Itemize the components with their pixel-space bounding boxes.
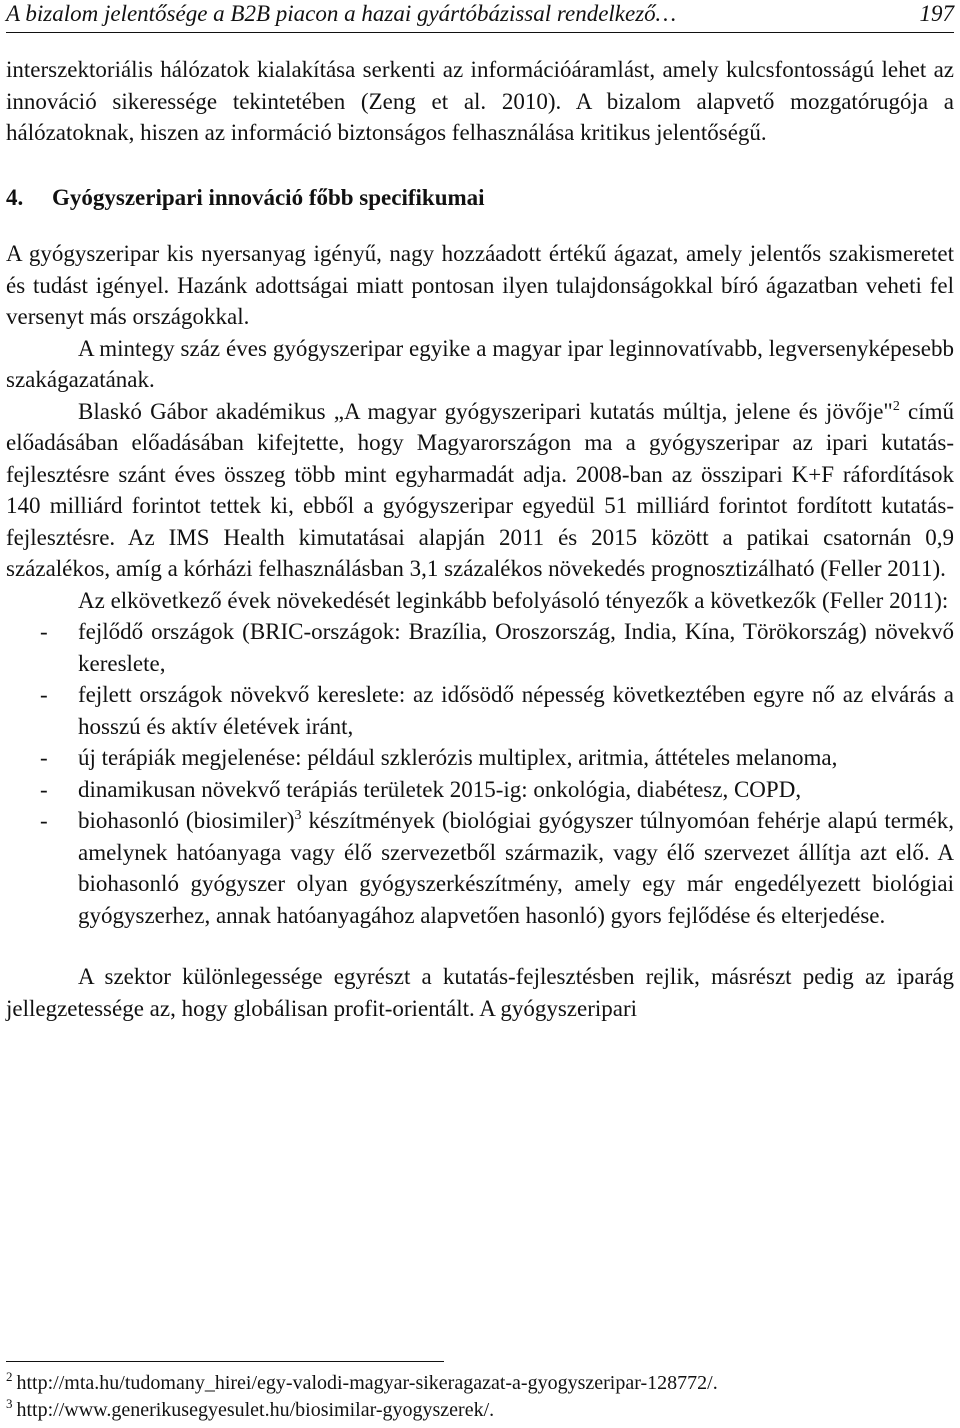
- paragraph-text: című előadásában előadásában kifejtette, hogy Magyarországon ma a gyógyszeripar az ipari kutatás-fejlesztésre szánt éves összeg több mint egyharmadát adja. 2008-ban az összipari K+F ráfordítások 140 milliárd forintot tettek ki, ebből a gyógyszeripar egyedül 51 milliárd forintot fordított kutatás-fejlesztésre. Az IMS Health kimutatásai alapján 2011 és 2015 között a patikai csatornán 0,9 százalékos, amíg a kórházi felhasználásban 3,1 százalékos növekedés prognosztizálható (Feller 2011).: [6, 398, 954, 581]
- list-item-text: új terápiák megjelenése: például szklerózis multiplex, aritmia, áttételes melanoma,: [78, 745, 838, 770]
- factor-list: [6, 616, 954, 931]
- list-item: [6, 616, 954, 679]
- list-dash: -: [40, 619, 48, 644]
- paragraph: A szektor különlegessége egyrészt a kutatás-fejlesztésben rejlik, másrészt pedig az iparág jellegzetessége az, hogy globálisan profit-orientált. A gyógyszeripari: [6, 964, 954, 1021]
- footnotes: [6, 1370, 954, 1424]
- list-item-text: fejlett országok növekvő kereslete: az idősödő népesség következtében egyre nő az elvárás a hosszú és aktív életévek iránt,: [78, 682, 954, 739]
- section-title: Gyógyszeripari innováció főbb specifikumai: [52, 184, 485, 210]
- footnote-link[interactable]: http://mta.hu/tudomany_hirei/egy-valodi-magyar-sikeragazat-a-gyogyszeripar-128772/.: [16, 1372, 718, 1394]
- list-item-text: készítmények (biológiai gyógyszer túlnyomóan fehérje alapú termék, amelynek hatóanyaga vagy élő szervezetből származik, vagy élő szervezet állítja azt elő. A biohasonló gyógyszer olyan gyógyszerkészítmény, amely egy már engedélyezett biológiai gyógyszerhez, annak hatóanyagához alapvetően hasonló) gyors fejlődése és elterjedése.: [78, 808, 954, 928]
- list-dash: -: [40, 776, 48, 802]
- list-item: [6, 742, 954, 774]
- list-item-text: biohasonló (biosimiler): [78, 808, 295, 833]
- section-number: 4.: [6, 184, 24, 210]
- running-header: [6, 0, 954, 33]
- footnote-ref: 3: [294, 808, 302, 823]
- list-item: [6, 805, 954, 931]
- paragraph-text: Blaskó Gábor akadémikus „A magyar gyógyszeripari kutatás múltja, jelene és jövője": [78, 398, 893, 424]
- list-dash: -: [40, 808, 48, 833]
- paragraph: A gyógyszeripar kis nyersanyag igényű, nagy hozzáadott értékű ágazat, amely jelentős szakismeretet és tudást igényel. Hazánk adottságai miatt pontosan ilyen tulajdonságokkal bíró ágazatban veheti fel versenyt más országokkal.: [6, 241, 954, 329]
- list-dash: -: [40, 682, 48, 707]
- paragraph: Az elkövetkező évek növekedését leginkább befolyásoló tényezők a következők (Feller 2011):: [78, 587, 949, 613]
- footnote-mark: 2: [6, 1369, 13, 1384]
- footnote-link[interactable]: http://www.generikusegyesulet.hu/biosimilar-gyogyszerek/.: [16, 1399, 495, 1421]
- list-item: [6, 774, 954, 806]
- footnote-ref: 2: [892, 398, 900, 414]
- list-item-text: dinamikusan növekvő terápiás területek 2015-ig: onkológia, diabétesz, COPD,: [78, 776, 802, 802]
- list-item: [6, 679, 954, 742]
- page-number: 197: [919, 1, 954, 26]
- footnote: [6, 1370, 954, 1397]
- paragraph: [6, 396, 954, 585]
- intro-paragraph: interszektoriális hálózatok kialakítása serkenti az információáramlást, amely kulcsfontosságú lehet az innováció sikeressége tekintetében (Zeng et al. 2010). A bizalom alapvető mozgatórugója a hálózatoknak, hiszen az információ biztonságos felhasználása kritikus jelentőségű.: [6, 57, 954, 145]
- list-dash: -: [40, 745, 48, 770]
- body-text: [6, 54, 954, 1024]
- header-title: A bizalom jelentősége a B2B piacon a hazai gyártóbázissal rendelkező…: [6, 1, 677, 26]
- footnote-divider: [6, 1361, 444, 1362]
- footnote: [6, 1397, 954, 1424]
- list-item-text: fejlődő országok (BRIC-országok: Brazília, Oroszország, India, Kína, Törökország) növekvő kereslete,: [78, 619, 954, 676]
- paragraph: A mintegy száz éves gyógyszeripar egyike a magyar ipar leginnovatívabb, legversenyképesebb szakágazatának.: [6, 335, 954, 392]
- section-heading: [6, 182, 954, 214]
- footnote-mark: 3: [6, 1396, 13, 1411]
